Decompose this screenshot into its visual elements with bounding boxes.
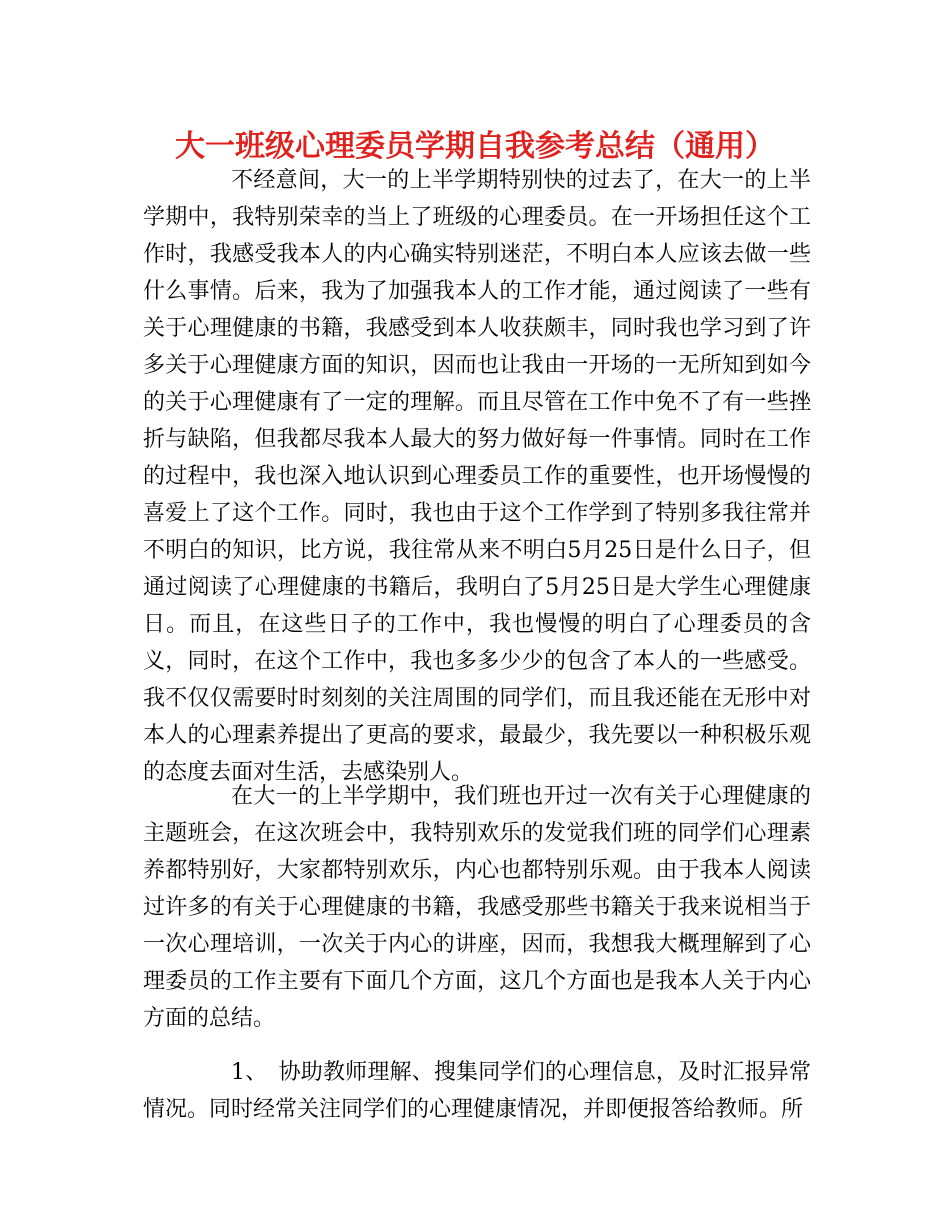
paragraph-3: 1、 协助教师理解、搜集同学们的心理信息，及时汇报异常情况。同时经常关注同学们的心理健康情况，并即便报答给教师。所 <box>143 1060 811 1122</box>
paragraph-1: 不经意间，大一的上半学期特别快的过去了，在大一的上半学期中，我特别荣幸的当上了班级的心理委员。在一开场担任这个工作时，我感受我本人的内心确实特别迷茫，不明白本人应该去做一些什么事情。后来，我为了加强我本人的工作才能，通过阅读了一些有关于心理健康的书籍，我感受到本人收获颇丰，同时我也学习到了许多关于心理健康方面的知识，因而也让我由一开场的一无所知到如今的关于心理健康有了一定的理解。而且尽管在工作中免不了有一些挫折与缺陷，但我都尽我本人最大的努力做好每一件事情。同时在工作的过程中，我也深入地认识到心理委员工作的重要性，也开场慢慢的喜爱上了这个工作。同时，我也由于这个工作学到了特别多我往常并不明白的知识，比方说，我往常从来不明白5月25日是什么日子，但通过阅读了心理健康的书籍后，我明白了5月25日是大学生心理健康日。而且，在这些日子的工作中，我也慢慢的明白了心理委员的含义，同时，在这个工作中，我也多多少少的包含了本人的一些感受。我不仅仅需要时时刻刻的关注周围的同学们，而且我还能在无形中对本人的心理素养提出了更高的要求，最最少，我先要以一种积极乐观的态度去面对生活，去感染别人。 <box>143 168 811 785</box>
paragraph-2: 在大一的上半学期中，我们班也开过一次有关于心理健康的主题班会，在这次班会中，我特别欢乐的发觉我们班的同学们心理素养都特别好，大家都特别欢乐，内心也都特别乐观。由于我本人阅读过许多的有关于心理健康的书籍，我感受那些书籍关于我来说相当于一次心理培训，一次关于内心的讲座，因而，我想我大概理解到了心理委员的工作主要有下面几个方面，这几个方面也是我本人关于内心方面的总结。 <box>143 784 811 1031</box>
document-title: 大一班级心理委员学期自我参考总结（通用） <box>175 129 775 164</box>
